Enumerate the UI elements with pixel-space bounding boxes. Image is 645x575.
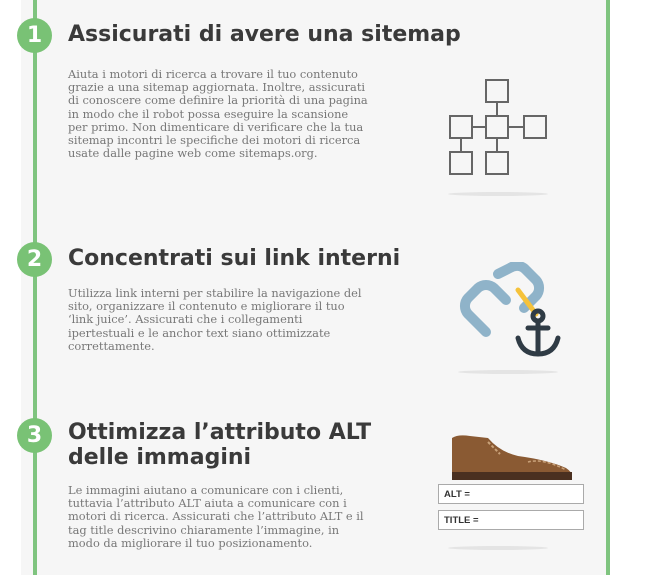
shoe-icon [448, 432, 576, 484]
icon-shadow [448, 546, 548, 550]
panel-border-right [606, 0, 610, 575]
timeline-line [33, 0, 37, 575]
section-3-title-line-2: delle immagini [68, 445, 252, 470]
section-3-body: Le immagini aiutano a comunicare con i clienti, tuttavia l’attributo ALT aiuta a comunicare con i motori di ricerca. Assicurati che l’attributo ALT e il tag title descrivino chiaramente l’immagine, in modo da migliorare il tuo posizionamento. [68, 483, 364, 550]
icon-shadow [448, 192, 548, 196]
alt-label: ALT = [444, 489, 470, 500]
title-label: TITLE = [444, 515, 479, 526]
sitemap-icon [446, 78, 550, 176]
section-1-body: Aiuta i motori di ricerca a trovare il tuo contenuto grazie a una sitemap aggiornata. Inoltre, assicurati di conoscere come definire la priorità di una pagina in modo che il robot possa eseguire la scansione per primo. Non dimenticare di verificare che la tua sitemap incontri le specifiche dei motori di ricerca usate dalle pagine web come sitemaps.org. [68, 67, 368, 161]
step-number-1: 1 [17, 18, 52, 53]
alt-attribute-field [438, 484, 584, 504]
section-2-body: Utilizza link interni per stabilire la navigazione del sito, organizzare il contenuto e migliorare il tuo ‘link juice’. Assicurati che i collegamenti ipertestuali e le anchor text siano ottimizzate correttamente. [68, 286, 362, 353]
step-number-2: 2 [17, 242, 52, 277]
title-attribute-field [438, 510, 584, 530]
step-number-3: 3 [17, 418, 52, 453]
section-2-title: Concentrati sui link interni [68, 246, 401, 271]
section-1-title: Assicurati di avere una sitemap [68, 22, 461, 47]
chain-anchor-icon [456, 262, 568, 358]
section-3-title-line-1: Ottimizza l’attributo ALT [68, 420, 372, 445]
icon-shadow [458, 370, 558, 374]
